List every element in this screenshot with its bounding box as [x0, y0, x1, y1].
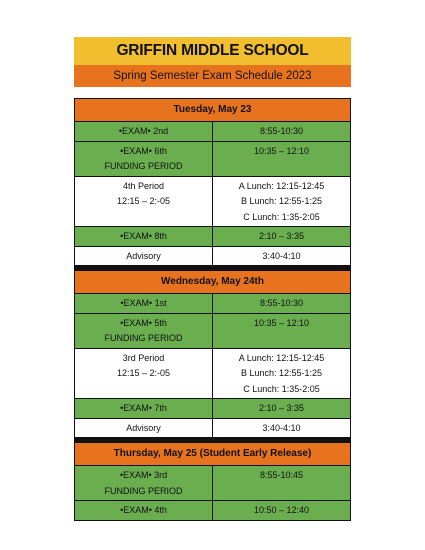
- period-text: •EXAM• 6th: [120, 145, 167, 156]
- schedule-row: [75, 348, 351, 399]
- period-text: •EXAM• 5th: [120, 317, 167, 328]
- period-text: Advisory: [126, 422, 161, 433]
- period-cell: [75, 176, 213, 227]
- time-text: B Lunch: 12:55-1:25: [240, 368, 323, 378]
- time-cell: [213, 313, 351, 348]
- schedule-row: [75, 176, 351, 227]
- schedule-row: [75, 466, 351, 501]
- period-cell: [75, 399, 213, 419]
- day-header: [75, 271, 351, 294]
- schedule-subtitle: Spring Semester Exam Schedule 2023: [74, 65, 351, 87]
- period-cell: [75, 122, 213, 142]
- time-text: 2:10 – 3:35: [258, 231, 305, 241]
- schedule-row: [75, 501, 351, 521]
- schedule-row: [75, 294, 351, 314]
- time-text: 3:40-4:10: [262, 422, 301, 433]
- schedule-table: [74, 98, 351, 521]
- period-cell: [75, 501, 213, 521]
- time-text: C Lunch: 1:35-2:05: [243, 383, 320, 394]
- time-cell: [213, 418, 351, 438]
- time-text: 2:10 – 3:35: [258, 403, 305, 413]
- school-title: GRIFFIN MIDDLE SCHOOL: [74, 37, 351, 65]
- time-cell: [213, 348, 351, 399]
- period-text: •EXAM• 8th: [120, 231, 167, 241]
- time-text: 10:50 – 12:40: [253, 505, 310, 515]
- time-text: 8:55-10:30: [259, 126, 304, 136]
- period-cell: [75, 348, 213, 399]
- period-text: 12:15 – 2:-05: [116, 368, 171, 378]
- period-text: 12:15 – 2:-05: [116, 196, 171, 206]
- period-text: •EXAM• 1st: [120, 298, 167, 308]
- time-text: A Lunch: 12:15-12:45: [238, 352, 325, 363]
- period-text: •EXAM• 4th: [120, 505, 167, 515]
- schedule-row: [75, 122, 351, 142]
- time-text: 8:55-10:45: [259, 470, 304, 480]
- period-text: Advisory: [126, 250, 161, 261]
- day-header: [75, 99, 351, 122]
- period-text: •EXAM• 7th: [120, 403, 167, 413]
- time-cell: [213, 122, 351, 142]
- time-text: 10:35 – 12:10: [253, 317, 310, 328]
- time-text: A Lunch: 12:15-12:45: [238, 180, 325, 191]
- schedule-row: [75, 246, 351, 266]
- period-cell: [75, 466, 213, 501]
- period-cell: [75, 418, 213, 438]
- time-cell: [213, 501, 351, 521]
- period-text: 4th Period: [122, 180, 165, 191]
- schedule-row: [75, 418, 351, 438]
- time-text: B Lunch: 12:55-1:25: [240, 196, 323, 206]
- period-cell: [75, 227, 213, 247]
- schedule-row: [75, 227, 351, 247]
- time-cell: [213, 227, 351, 247]
- exam-schedule-sheet: [74, 37, 351, 521]
- period-text: FUNDING PERIOD: [104, 161, 183, 171]
- period-text: •EXAM• 2nd: [118, 126, 169, 136]
- day-header-label: Tuesday, May 23: [75, 99, 351, 122]
- period-cell: [75, 141, 213, 176]
- schedule-row: [75, 399, 351, 419]
- time-text: 10:35 – 12:10: [253, 145, 310, 156]
- time-text: 8:55-10:30: [259, 298, 304, 308]
- period-text: FUNDING PERIOD: [104, 333, 183, 343]
- time-cell: [213, 294, 351, 314]
- schedule-row: [75, 313, 351, 348]
- period-text: 3rd Period: [122, 352, 165, 363]
- time-cell: [213, 399, 351, 419]
- time-cell: [213, 246, 351, 266]
- period-text: FUNDING PERIOD: [104, 485, 183, 496]
- time-cell: [213, 466, 351, 501]
- time-text: 3:40-4:10: [262, 250, 301, 261]
- time-cell: [213, 141, 351, 176]
- day-header: [75, 443, 351, 466]
- period-cell: [75, 313, 213, 348]
- period-text: •EXAM• 3rd: [119, 470, 168, 480]
- period-cell: [75, 246, 213, 266]
- period-cell: [75, 294, 213, 314]
- day-header-label: Wednesday, May 24th: [75, 271, 351, 294]
- schedule-row: [75, 141, 351, 176]
- time-text: C Lunch: 1:35-2:05: [243, 211, 320, 222]
- day-header-label: Thursday, May 25 (Student Early Release): [75, 443, 351, 466]
- time-cell: [213, 176, 351, 227]
